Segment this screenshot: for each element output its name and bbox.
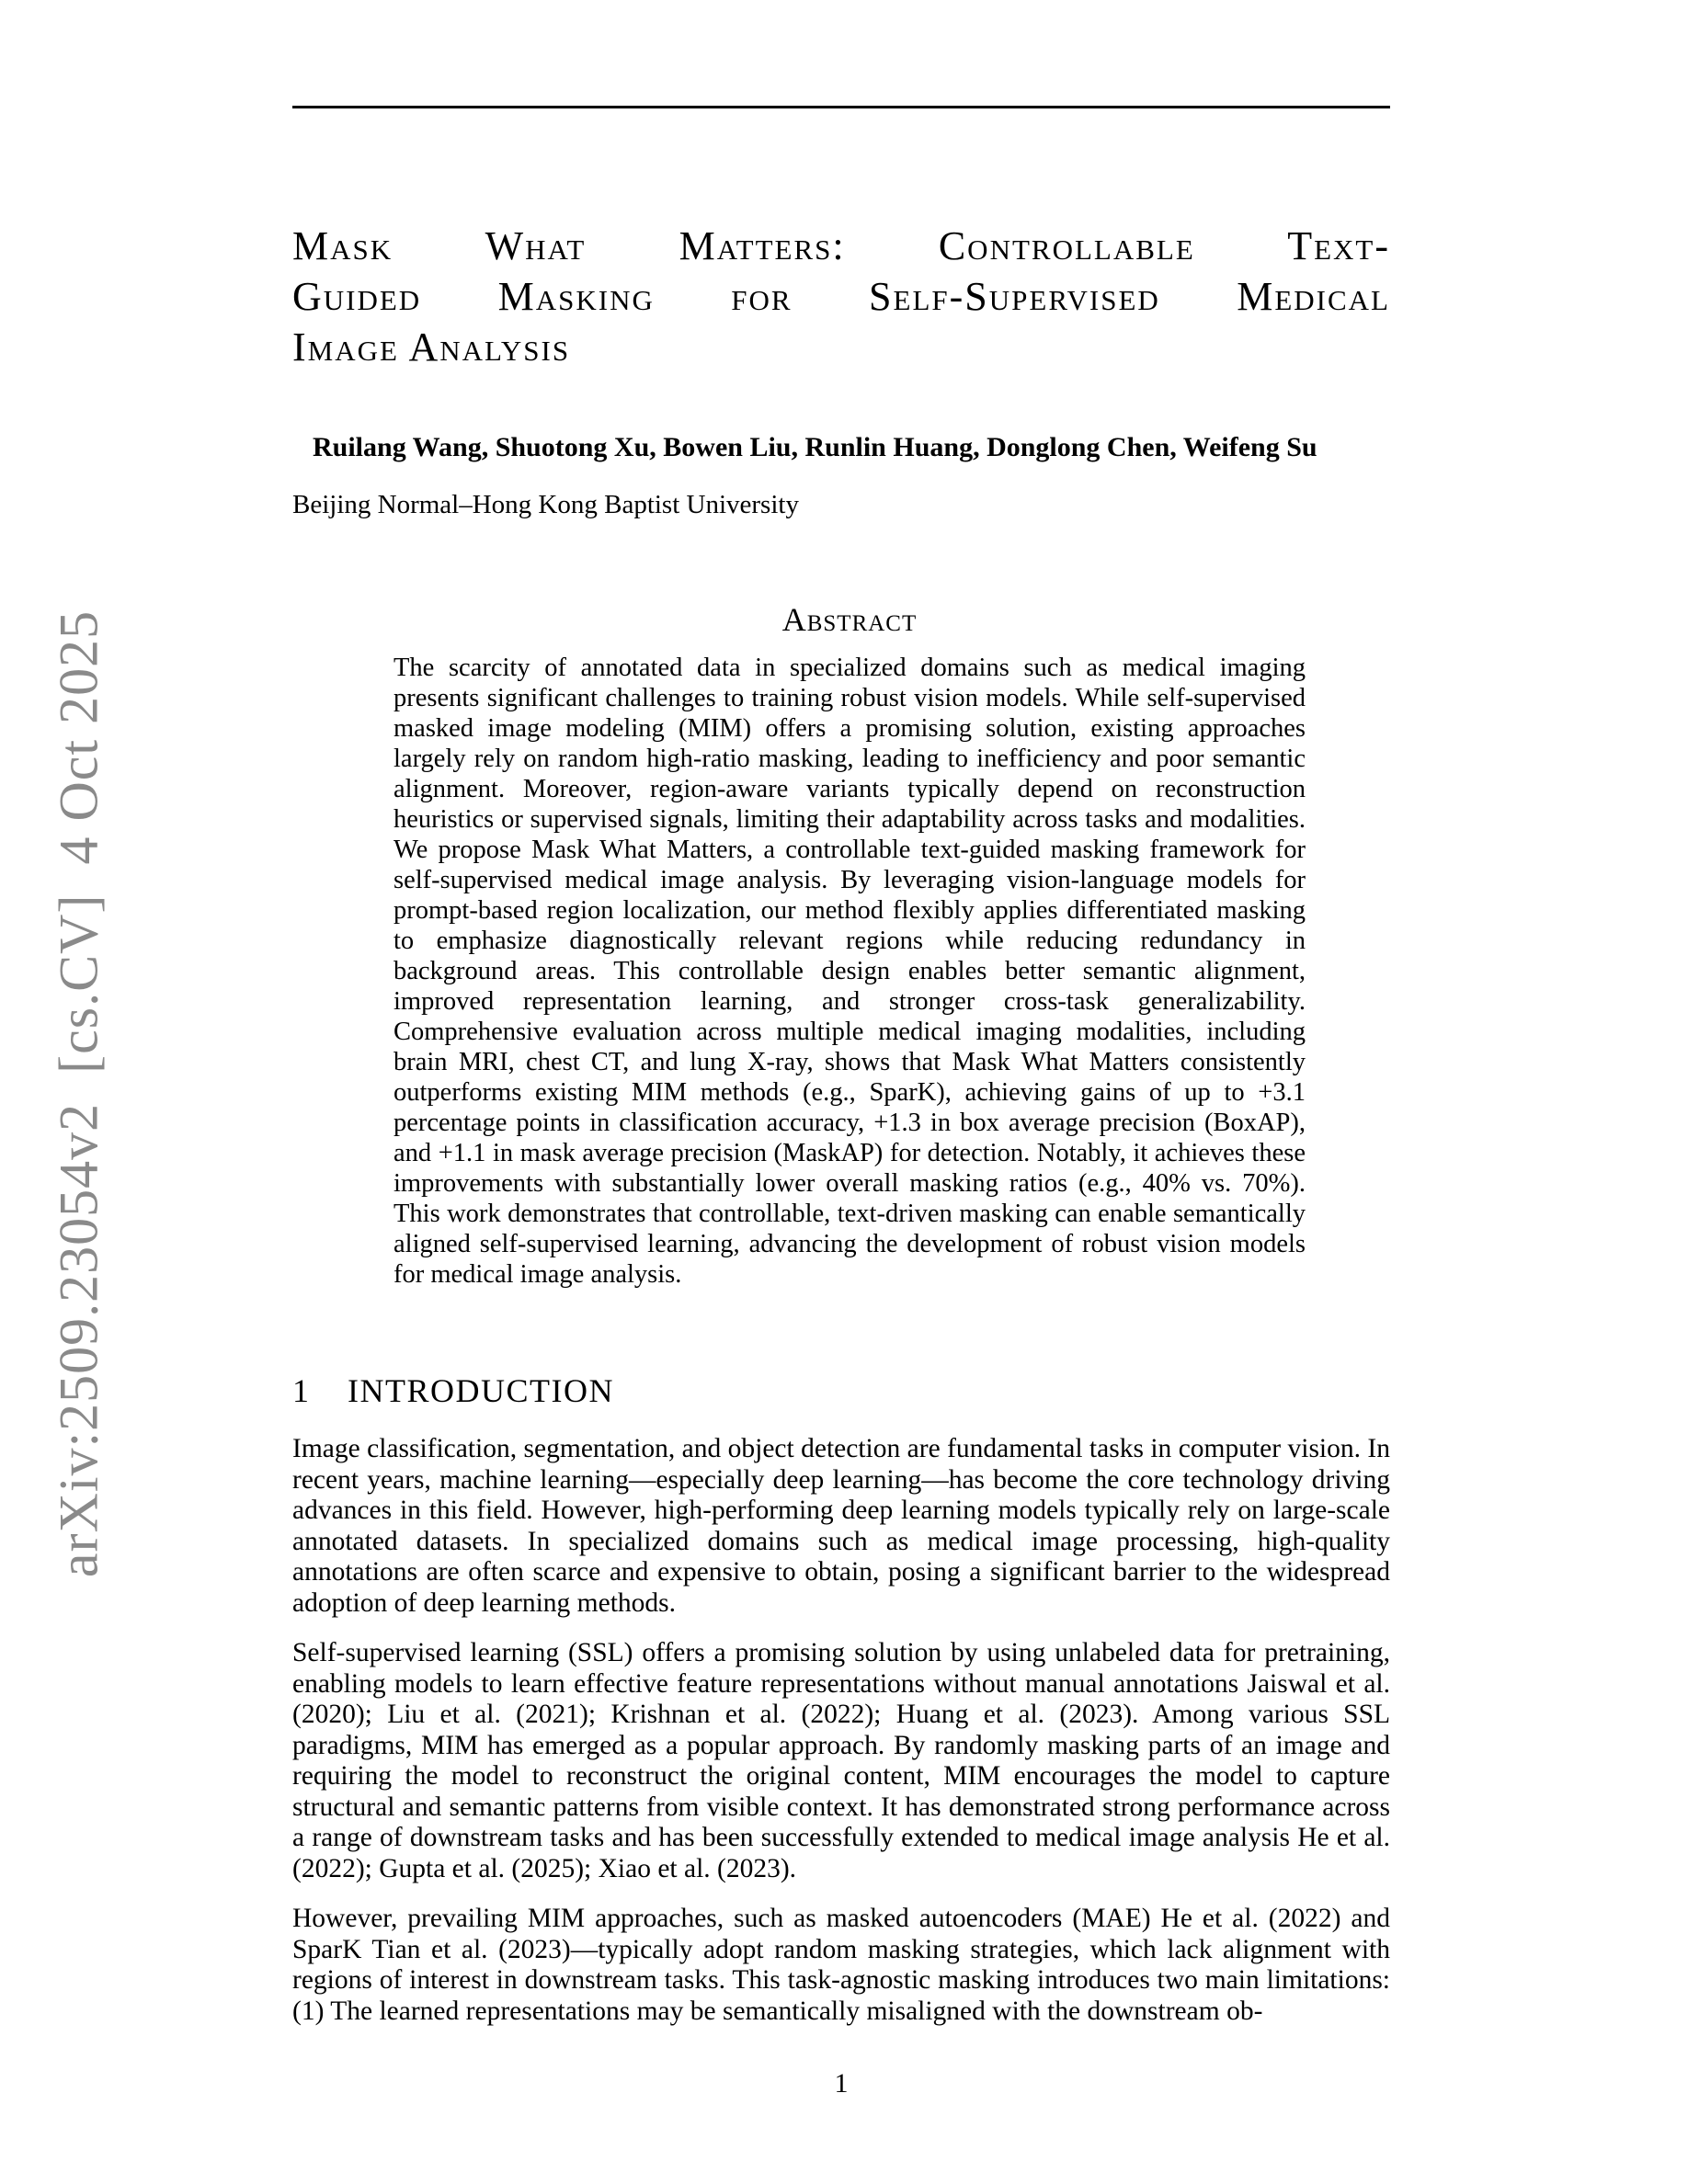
section-heading-introduction	[292, 1371, 1390, 1410]
introduction-paragraph-2: Self-supervised learning (SSL) offers a promising solution by using unlabeled data for pretraining, enabling models to learn effective feature representations without manual annotations Jaiswal et al. (2020); Liu et al. (2021); Krishnan et al. (2022); Huang et al. (2023). Among various SSL paradigms, MIM has emerged as a popular approach. By randomly masking parts of an image and requiring the model to reconstruct the original content, MIM encourages the model to capture structural and semantic patterns from visible context. It has demonstrated strong performance across a range of downstream tasks and has been successfully extended to medical image analysis He et al. (2022); Gupta et al. (2025); Xiao et al. (2023).	[292, 1638, 1390, 1883]
arxiv-watermark: arXiv:2509.23054v2 [cs.CV] 4 Oct 2025	[48, 609, 109, 1578]
paper-title-line-2: Guided Masking for Self-Supervised Medical	[292, 274, 1390, 319]
introduction-paragraph-3: However, prevailing MIM approaches, such as masked autoencoders (MAE) He et al. (2022) and SparK Tian et al. (2023)—typically adopt random masking strategies, which lack alignment with regions of interest in downstream tasks. This task-agnostic masking introduces two main limitations: (1) The learned representations may be semantically misaligned with the downstream ob-	[292, 1904, 1390, 2026]
paper-title-line-1: Mask What Matters: Controllable Text-	[292, 223, 1390, 268]
introduction-paragraph-1: Image classification, segmentation, and object detection are fundamental tasks in computer vision. In recent years, machine learning—especially deep learning—has become the core technology driving advances in this field. However, high-performing deep learning models typically rely on large-scale annotated datasets. In specialized domains such as medical image processing, high-quality annotations are often scarce and expensive to obtain, posing a significant barrier to the widespread adoption of deep learning methods.	[292, 1434, 1390, 1618]
abstract-body: The scarcity of annotated data in specialized domains such as medical imaging presents significant challenges to training robust vision models. While self-supervised masked image modeling (MIM) offers a promising solution, existing approaches largely rely on random high-ratio masking, leading to inefficiency and poor semantic alignment. Moreover, region-aware variants typically depend on reconstruction heuristics or supervised signals, limiting their adaptability across tasks and modalities. We propose Mask What Matters, a controllable text-guided masking framework for self-supervised medical image analysis. By leveraging vision-language models for prompt-based region localization, our method flexibly applies differentiated masking to emphasize diagnostically relevant regions while reducing redundancy in background areas. This controllable design enables better semantic alignment, improved representation learning, and stronger cross-task generalizability. Comprehensive evaluation across multiple medical imaging modalities, including brain MRI, chest CT, and lung X-ray, shows that Mask What Matters consistently outperforms existing MIM methods (e.g., SparK), achieving gains of up to +3.1 percentage points in classification accuracy, +1.3 in box average precision (BoxAP), and +1.1 in mask average precision (MaskAP) for detection. Notably, it achieves these improvements with substantially lower overall masking ratios (e.g., 40% vs. 70%). This work demonstrates that controllable, text-driven masking can enable semantically aligned self-supervised learning, advancing the development of robust vision models for medical image analysis.	[393, 654, 1306, 1289]
paper-title	[292, 221, 1390, 372]
abstract-heading: Abstract	[781, 601, 918, 638]
page-number: 1	[834, 2068, 849, 2099]
top-rule	[292, 106, 1390, 108]
section-title: INTRODUCTION	[348, 1372, 614, 1409]
introduction-section	[292, 1434, 1390, 2046]
author-list: Ruilang Wang, Shuotong Xu, Bowen Liu, Runlin Huang, Donglong Chen, Weifeng Su	[313, 432, 1317, 462]
section-number: 1	[292, 1372, 309, 1409]
paper-title-line-3: Image Analysis	[292, 324, 571, 370]
affiliation: Beijing Normal–Hong Kong Baptist University	[292, 490, 799, 519]
